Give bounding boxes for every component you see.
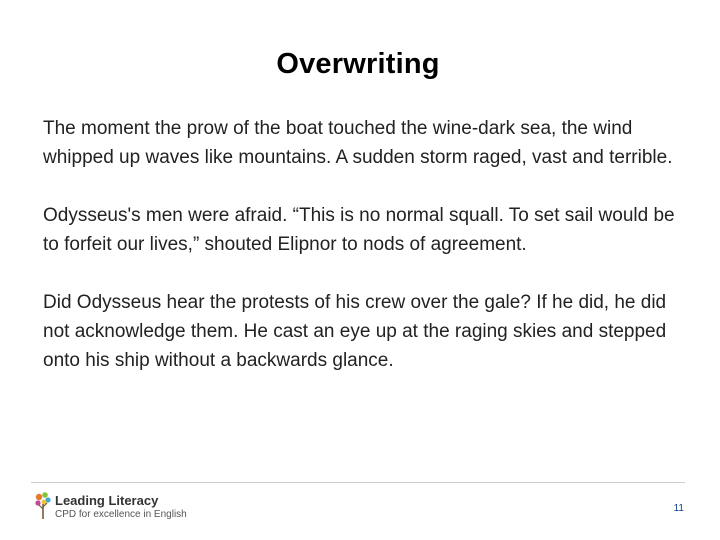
paragraph-2: Odysseus's men were afraid. “This is no normal squall. To set sail would be to forfeit our lives,” shouted Elipnor to nods of agreement. [43, 205, 675, 255]
logo-tagline: CPD for excellence in English [55, 509, 187, 520]
leading-literacy-logo [33, 491, 203, 523]
literacy-tree-icon [33, 491, 53, 521]
logo-name: Leading Literacy [55, 493, 159, 508]
slide-title: Overwriting [276, 48, 440, 80]
body-text [43, 114, 683, 404]
footer-divider [31, 482, 685, 483]
paragraph-3: Did Odysseus hear the protests of his crew over the gale? If he did, he did not acknowledge them. He cast an eye up at the raging skies and stepped onto his ship without a backwards glance. [43, 292, 667, 371]
paragraph-1: The moment the prow of the boat touched the wine-dark sea, the wind whipped up waves like mountains. A sudden storm raged, vast and terrible. [43, 118, 673, 168]
page-number: 11 [673, 503, 684, 514]
